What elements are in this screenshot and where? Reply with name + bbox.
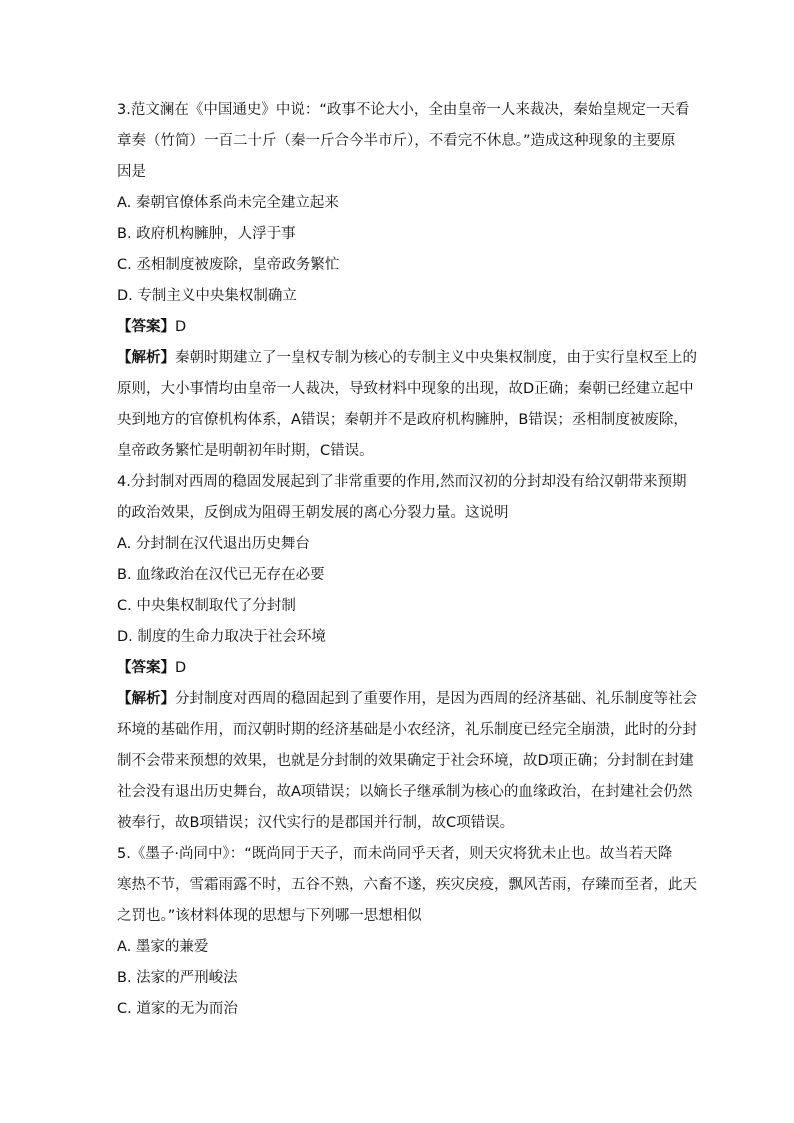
option-d: D. 专制主义中央集权制确立	[117, 288, 297, 304]
analysis-tag: 【解析】	[117, 691, 175, 707]
option-a: A. 分封制在汉代退出历史舞台	[117, 536, 310, 552]
option-c: C. 丞相制度被废除，皇帝政务繁忙	[117, 257, 340, 273]
analysis-text: 分封制度对西周的稳固起到了重要作用，是因为西周的经济基础、礼乐制度等社会	[175, 691, 697, 707]
analysis-tag: 【解析】	[117, 350, 175, 366]
question-stem-line: 的政治效果，反倒成为阻碍王朝发展的离心分裂力量。这说明	[117, 505, 509, 521]
answer-value: D	[175, 319, 187, 335]
option-b: B. 法家的严刑峻法	[117, 970, 238, 986]
analysis-text: 秦朝时期建立了一皇权专制为核心的专制主义中央集权制度，由于实行皇权至上的	[175, 350, 697, 366]
option-a: A. 墨家的兼爱	[117, 939, 209, 955]
answer-tag: 【答案】	[117, 660, 175, 676]
answer-tag: 【答案】	[117, 319, 175, 335]
analysis-line: 环境的基础作用，而汉朝时期的经济基础是小农经济，礼乐制度已经完全崩溃，此时的分封	[117, 722, 697, 738]
option-c: C. 中央集权制取代了分封制	[117, 598, 296, 614]
analysis-line: 原则，大小事情均由皇帝一人裁决，导致材料中现象的出现，故D正确；秦朝已经建立起中	[117, 381, 694, 397]
analysis-line: 被奉行，故B项错误；汉代实行的是郡国并行制，故C项错误。	[117, 815, 515, 831]
analysis-line	[117, 343, 697, 374]
question-5	[117, 839, 697, 1025]
question-4	[117, 467, 697, 839]
question-stem-line: 因是	[117, 164, 146, 180]
question-stem-line: 之罚也。”该材料体现的思想与下列哪一思想相似	[117, 908, 422, 924]
option-b: B. 血缘政治在汉代已无存在必要	[117, 567, 325, 583]
option-c: C. 道家的无为而治	[117, 1001, 238, 1017]
analysis-line	[117, 684, 697, 715]
analysis-line: 央到地方的官僚机构体系，A错误；秦朝并不是政府机构臃肿，B错误；丞相制度被废除，	[117, 412, 688, 428]
question-stem-line: 3.范文澜在《中国通史》中说：“政事不论大小，全由皇帝一人来裁决，秦始皇规定一天看	[117, 102, 690, 118]
answer-line	[117, 653, 677, 684]
analysis-line: 皇帝政务繁忙是明朝初年时期，C错误。	[117, 443, 374, 459]
question-stem-line: 章奏（竹简）一百二十斤（秦一斤合今半市斤），不看完不休息。”造成这种现象的主要原	[117, 133, 676, 149]
answer-value: D	[175, 660, 187, 676]
analysis-line: 社会没有退出历史舞台，故A项错误；以嫡长子继承制为核心的血缘政治，在封建社会仍然	[117, 784, 693, 800]
question-stem-line: 寒热不节，雪霜雨露不时，五谷不熟，六畜不遂，疾灾戾疫，飘风苦雨，存臻而至者，此天	[117, 877, 697, 893]
option-b: B. 政府机构臃肿，人浮于事	[117, 226, 296, 242]
analysis-line: 制不会带来预想的效果，也就是分封制的效果确定于社会环境，故D项正确；分封制在封建	[117, 753, 694, 769]
document-page	[117, 95, 697, 1025]
question-stem-line: 5.《墨子·尚同中》：“既尚同于天子，而未尚同乎天者，则天灾将犹未止也。故当若天降	[117, 846, 673, 862]
answer-line	[117, 312, 677, 343]
option-d: D. 制度的生命力取决于社会环境	[117, 629, 326, 645]
question-3	[117, 95, 697, 467]
question-stem-line: 4.分封制对西周的稳固发展起到了非常重要的作用,然而汉初的分封却没有给汉朝带来预期	[117, 474, 687, 490]
option-a: A. 秦朝官僚体系尚未完全建立起来	[117, 195, 339, 211]
